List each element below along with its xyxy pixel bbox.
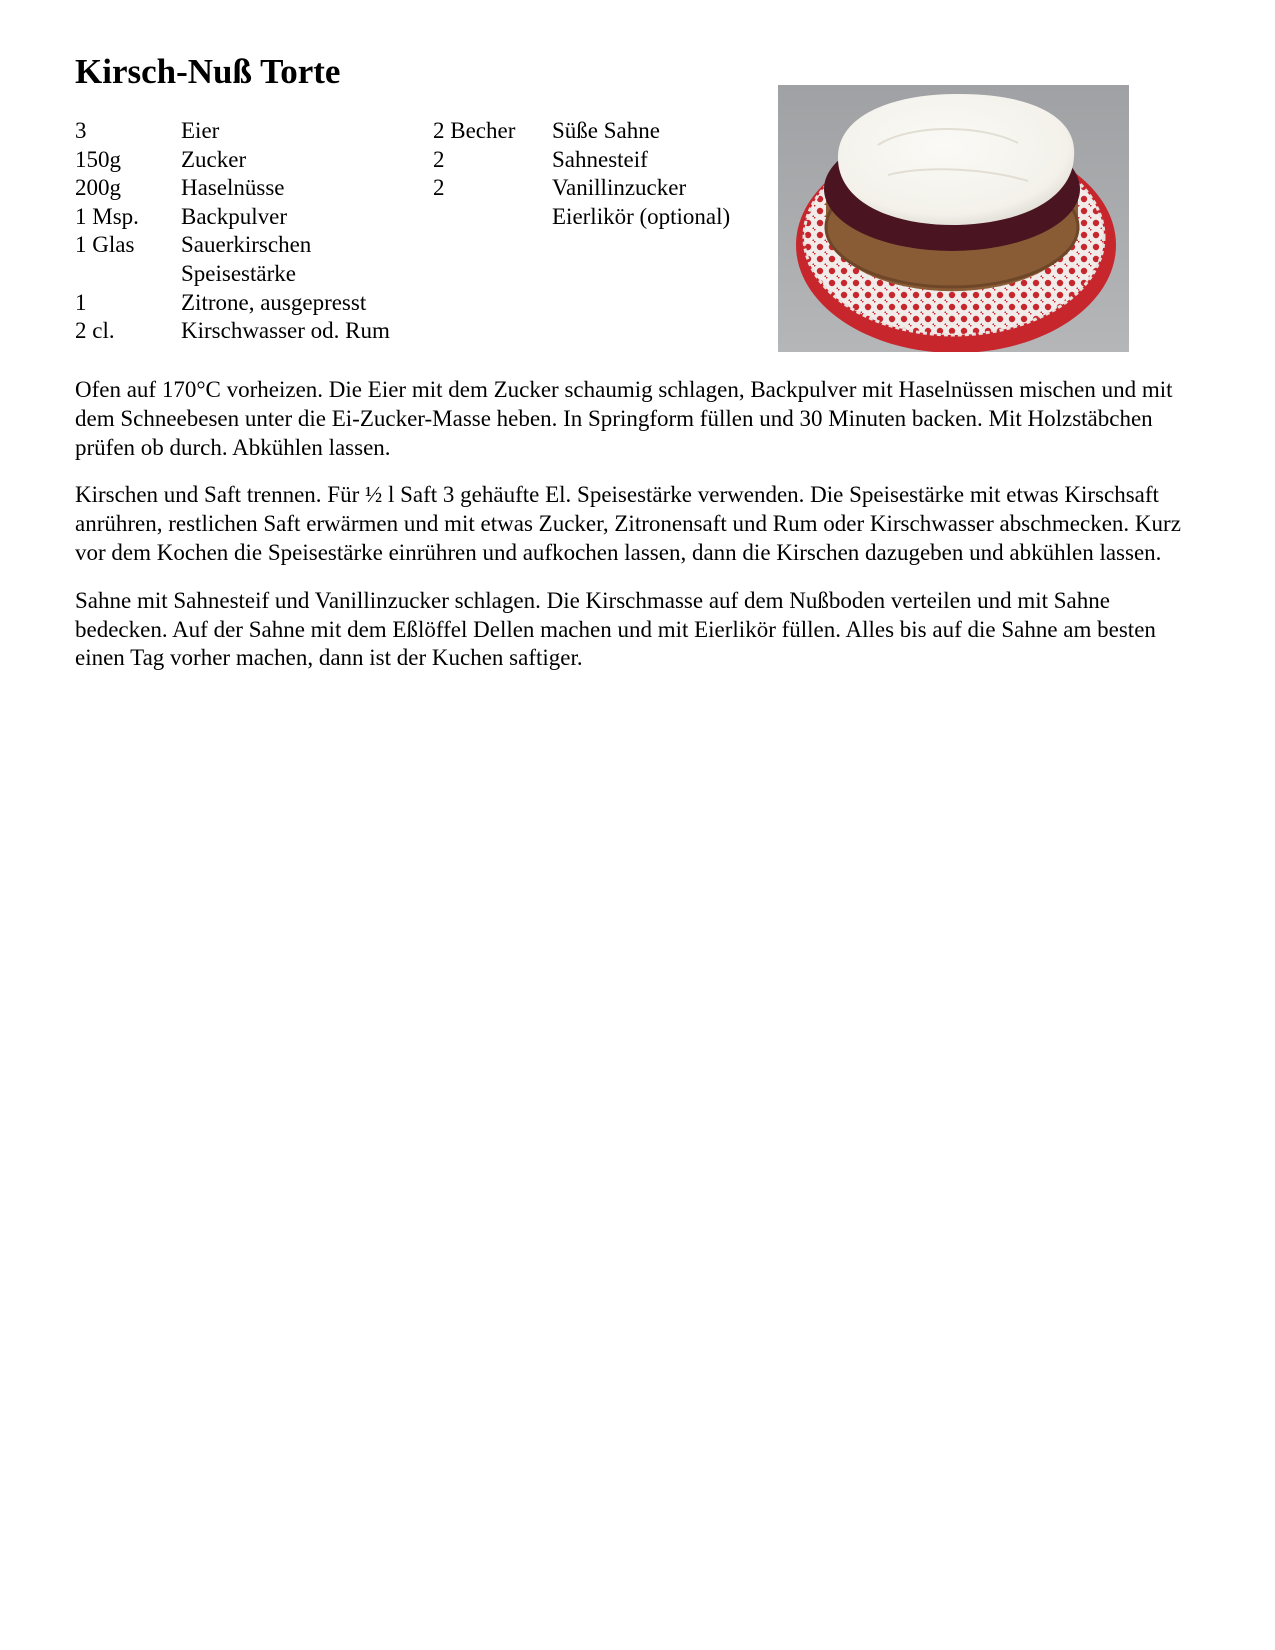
instructions <box>75 376 1195 692</box>
ingredient-name: Süße Sahne <box>552 118 660 143</box>
ingredient-name <box>552 231 772 260</box>
ingredient-name: Sauerkirschen <box>181 232 312 258</box>
ingredient-name: Haselnüsse <box>181 175 285 201</box>
ingredient-quantity: 1 Glas <box>75 232 135 258</box>
recipe-title: Kirsch-Nuß Torte <box>75 52 341 91</box>
ingredient-name <box>552 317 772 346</box>
ingredient-row <box>75 231 772 260</box>
ingredients-table <box>75 117 772 346</box>
ingredient-row <box>75 203 772 232</box>
ingredient-name: Sahnesteif <box>552 146 648 172</box>
cream-top <box>838 94 1074 225</box>
ingredient-name <box>552 289 772 318</box>
ingredient-row <box>75 289 772 318</box>
ingredient-quantity <box>433 231 552 260</box>
ingredient-name: Vanillinzucker <box>552 175 687 201</box>
ingredient-quantity: 2 <box>433 175 445 201</box>
ingredient-quantity: 2 cl. <box>75 318 115 344</box>
ingredient-name: Speisestärke <box>181 260 296 286</box>
ingredient-row <box>75 117 772 146</box>
ingredient-name: Zitrone, ausgepresst <box>181 289 367 315</box>
ingredient-quantity: 1 Msp. <box>75 203 139 229</box>
ingredient-name: Kirschwasser od. Rum <box>181 318 390 344</box>
ingredient-row <box>75 317 772 346</box>
ingredient-row <box>75 146 772 175</box>
ingredient-quantity <box>433 203 552 232</box>
ingredient-quantity: 2 <box>433 146 445 172</box>
ingredient-name <box>552 260 772 289</box>
ingredient-quantity: 2 Becher <box>433 118 516 143</box>
instruction-paragraph: Sahne mit Sahnesteif und Vanillinzucker schlagen. Die Kirschmasse auf dem Nußboden verteilen und mit Sahne bedecken. Auf der Sahne mit dem Eßlöffel Dellen machen und mit Eierlikör füllen. Alles bis auf die Sahne am besten einen Tag vorher machen, dann ist der Kuchen saftiger. <box>75 587 1156 671</box>
ingredient-name: Backpulver <box>181 203 288 229</box>
instruction-paragraph: Kirschen und Saft trennen. Für ½ l Saft 3 gehäufte El. Speisestärke verwenden. Die Speisestärke mit etwas Kirschsaft anrühren, restlichen Saft erwärmen und mit etwas Zucker, Zitronensaft und Rum oder Kirschwasser abschmecken. Kurz vor dem Kochen die Speisestärke einrühren und aufkochen lassen, dann die Kirschen dazugeben und abkühlen lassen. <box>75 482 1181 565</box>
ingredient-name: Eier <box>181 118 220 143</box>
ingredient-quantity <box>433 260 552 289</box>
instruction-paragraph: Ofen auf 170°C vorheizen. Die Eier mit dem Zucker schaumig schlagen, Backpulver mit Haselnüssen mischen und mit dem Schneebesen unter die Ei-Zucker-Masse heben. In Springform füllen und 30 Minuten backen. Mit Holzstäbchen prüfen ob durch. Abkühlen lassen. <box>75 377 1173 460</box>
cake-photo <box>778 85 1129 352</box>
ingredient-row <box>75 174 772 203</box>
ingredient-name: Eierlikör (optional) <box>552 203 731 229</box>
ingredient-quantity: 3 <box>75 118 87 143</box>
ingredient-name: Zucker <box>181 146 247 172</box>
ingredient-row <box>75 260 772 289</box>
ingredient-quantity: 150g <box>75 146 121 172</box>
ingredient-quantity: 200g <box>75 175 121 201</box>
ingredient-quantity <box>75 260 181 289</box>
ingredient-quantity <box>433 317 552 346</box>
ingredient-quantity <box>433 289 552 318</box>
ingredient-quantity: 1 <box>75 289 87 315</box>
